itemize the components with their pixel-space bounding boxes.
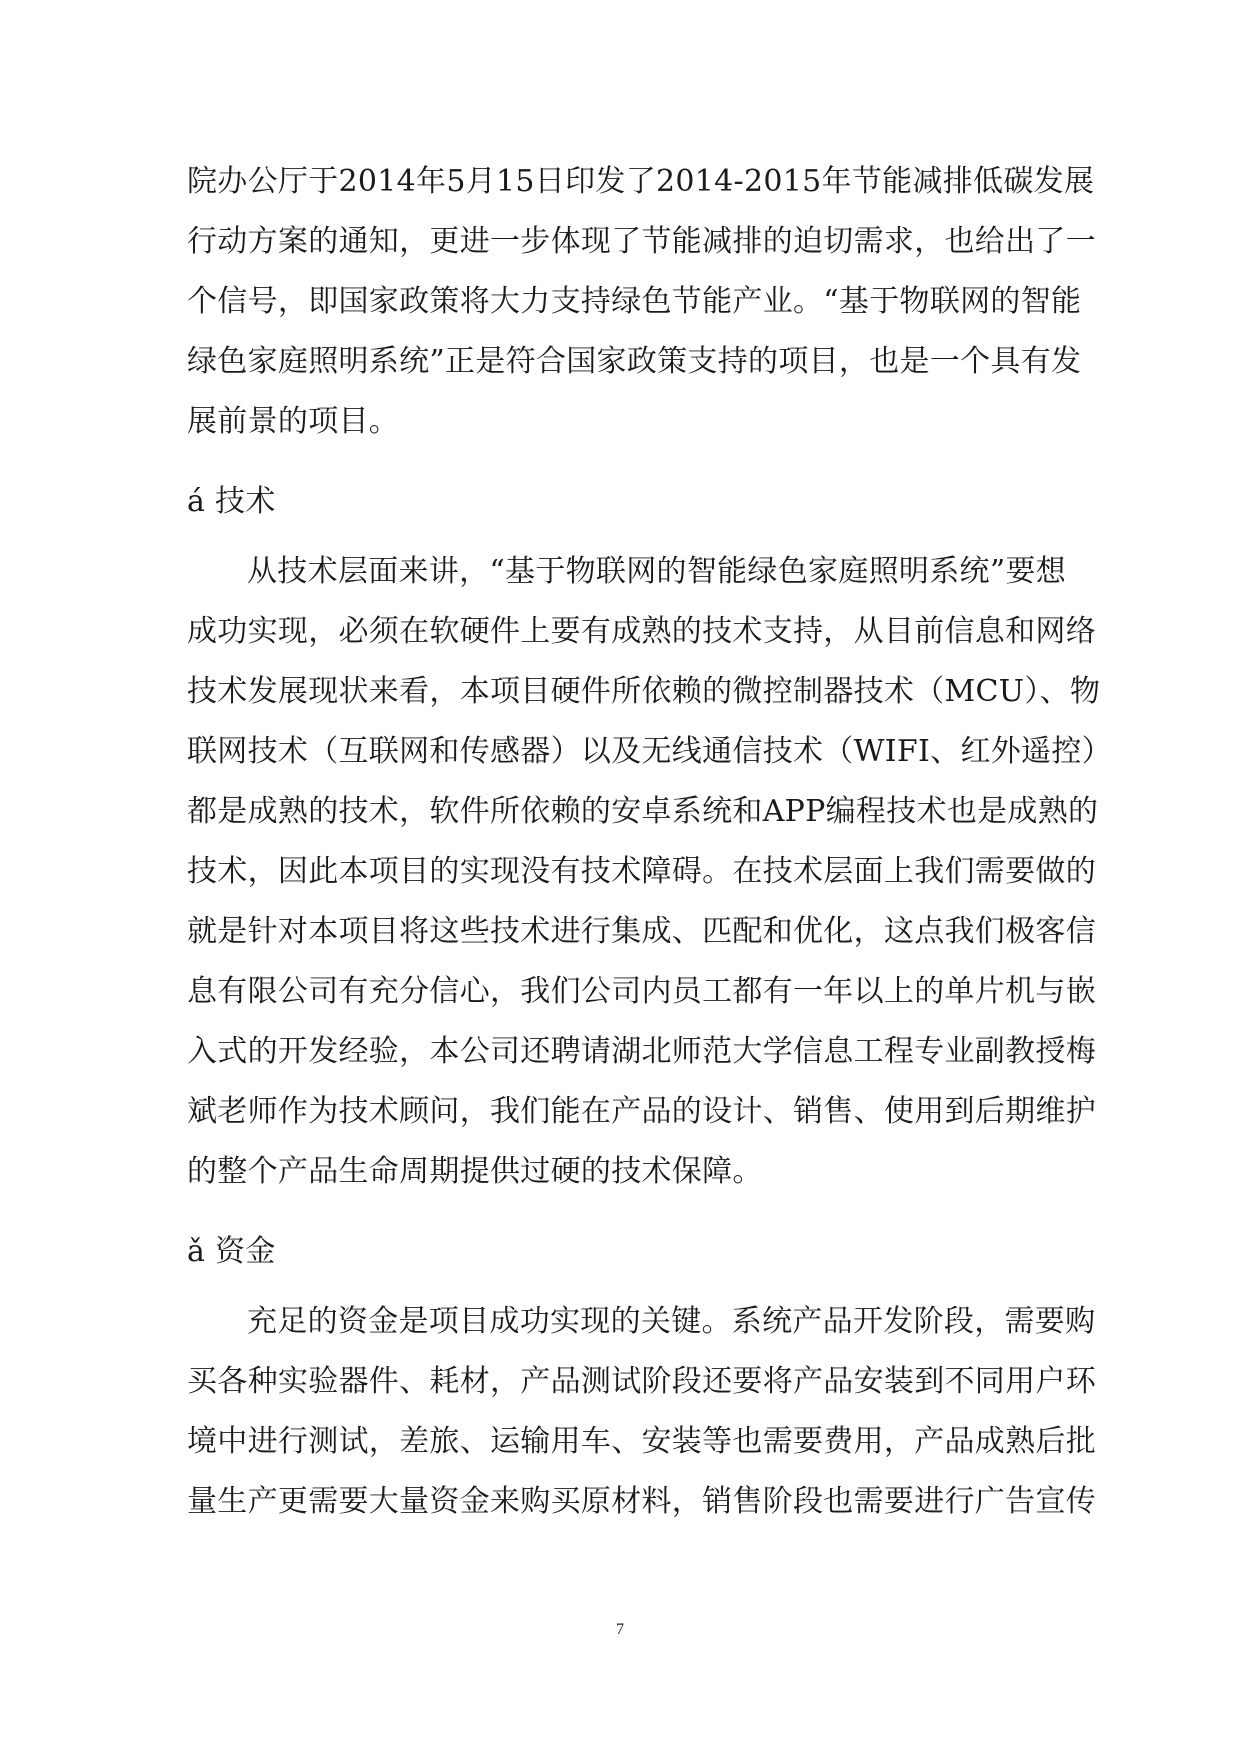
tech-line-4: 联网技术（互联网和传感器）以及无线通信技术（WIFI、红外遥控）	[187, 734, 1112, 769]
intro-line-3: 个信号，即国家政策将大力支持绿色节能产业。“基于物联网的智能	[187, 284, 1082, 319]
tech-line-10: 斌老师作为技术顾问，我们能在产品的设计、销售、使用到后期维护	[187, 1094, 1096, 1129]
tech-line-1: 从技术层面来讲，“基于物联网的智能绿色家庭照明系统”要想	[247, 554, 1067, 589]
intro-line-2: 行动方案的通知，更进一步体现了节能减排的迫切需求，也给出了一	[187, 224, 1096, 259]
fund-line-2: 买各种实验器件、耗材，产品测试阶段还要将产品安装到不同用户环	[187, 1364, 1096, 1399]
fund-line-4: 量生产更需要大量资金来购买原材料，销售阶段也需要进行广告宣传	[187, 1484, 1096, 1519]
tech-line-11: 的整个产品生命周期提供过硬的技术保障。	[187, 1154, 763, 1189]
tech-line-9: 入式的开发经验，本公司还聘请湖北师范大学信息工程专业副教授梅	[187, 1034, 1096, 1069]
intro-line-1: 院办公厅于2014年5月15日印发了2014-2015年节能减排低碳发展	[187, 164, 1095, 199]
tech-line-3: 技术发展现状来看，本项目硬件所依赖的微控制器技术（MCU）、物	[187, 674, 1101, 709]
intro-line-4: 绿色家庭照明系统”正是符合国家政策支持的项目，也是一个具有发	[187, 344, 1082, 379]
fund-line-1: 充足的资金是项目成功实现的关键。系统产品开发阶段，需要购	[247, 1304, 1096, 1339]
section-heading-funding: ǎ 资金	[187, 1234, 276, 1269]
tech-line-8: 息有限公司有充分信心，我们公司内员工都有一年以上的单片机与嵌	[187, 974, 1096, 1009]
tech-line-5: 都是成熟的技术，软件所依赖的安卓系统和APP编程技术也是成熟的	[187, 794, 1099, 829]
page-number: 7	[616, 1621, 624, 1638]
fund-line-3: 境中进行测试，差旅、运输用车、安装等也需要费用，产品成熟后批	[187, 1424, 1096, 1459]
tech-line-2: 成功实现，必须在软硬件上要有成熟的技术支持，从目前信息和网络	[187, 614, 1096, 649]
tech-line-6: 技术，因此本项目的实现没有技术障碍。在技术层面上我们需要做的	[187, 854, 1096, 889]
section-heading-technology: á 技术	[187, 484, 276, 519]
intro-line-5: 展前景的项目。	[187, 404, 400, 439]
tech-line-7: 就是针对本项目将这些技术进行集成、匹配和优化，这点我们极客信	[187, 914, 1096, 949]
